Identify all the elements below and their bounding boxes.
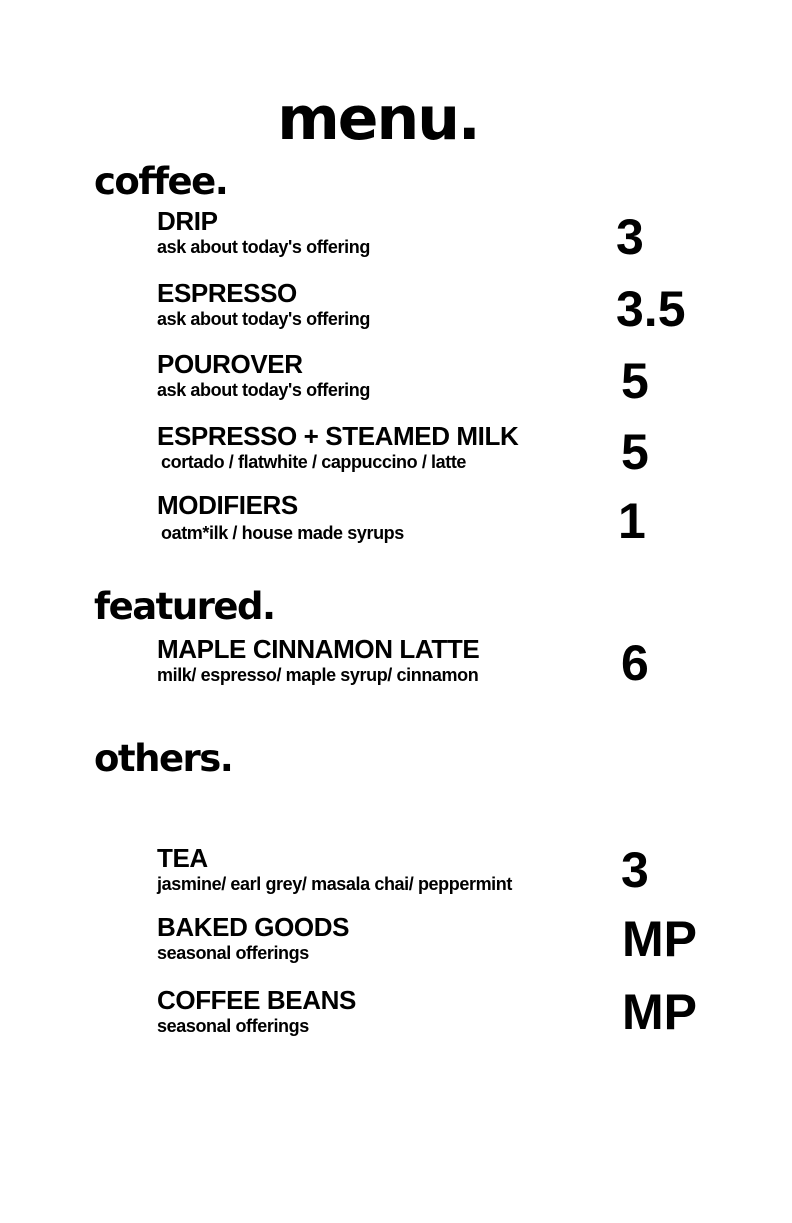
item-description: jasmine/ earl grey/ masala chai/ peppermint [157, 874, 512, 894]
item-price: MP [622, 911, 697, 967]
item-description: cortado / flatwhite / cappuccino / latte [161, 452, 467, 472]
item-name: DRIP [157, 206, 218, 236]
item-price: 3 [616, 209, 644, 265]
menu-item-modifiers [157, 490, 757, 560]
item-name: ESPRESSO [157, 278, 297, 308]
item-name: MAPLE CINNAMON LATTE [157, 634, 480, 664]
item-description: ask about today's offering [157, 380, 370, 400]
menu-item-maple-cinnamon-latte [157, 634, 757, 704]
menu-item-drip [157, 206, 757, 276]
item-name: BAKED GOODS [157, 912, 350, 942]
menu-title: menu. [277, 84, 479, 154]
item-description: ask about today's offering [157, 309, 370, 329]
item-name: TEA [157, 843, 208, 873]
item-description: milk/ espresso/ maple syrup/ cinnamon [157, 665, 479, 685]
item-name: MODIFIERS [157, 490, 298, 520]
menu-item-coffee-beans [157, 985, 757, 1055]
item-price: 1 [618, 493, 646, 549]
item-price: 5 [621, 353, 649, 409]
item-price: 5 [621, 424, 649, 480]
item-name: COFFEE BEANS [157, 985, 356, 1015]
section-heading-coffee: coffee. [94, 160, 228, 203]
item-name: ESPRESSO + STEAMED MILK [157, 421, 519, 451]
menu-item-espresso [157, 278, 757, 348]
item-price: 3.5 [616, 281, 686, 337]
section-heading-others: others. [94, 737, 233, 780]
item-description: seasonal offerings [157, 1016, 309, 1036]
item-description: seasonal offerings [157, 943, 309, 963]
item-name: POUROVER [157, 349, 303, 379]
item-description: ask about today's offering [157, 237, 370, 257]
menu-item-baked-goods [157, 912, 757, 982]
menu-item-tea [157, 843, 757, 913]
item-price: MP [622, 984, 697, 1040]
item-price: 3 [621, 842, 649, 898]
section-heading-featured: featured. [94, 585, 275, 628]
item-price: 6 [621, 635, 649, 691]
menu-item-pourover [157, 349, 757, 419]
item-description: oatm*ilk / house made syrups [161, 523, 404, 543]
menu-item-espresso-steamed-milk [157, 421, 757, 491]
